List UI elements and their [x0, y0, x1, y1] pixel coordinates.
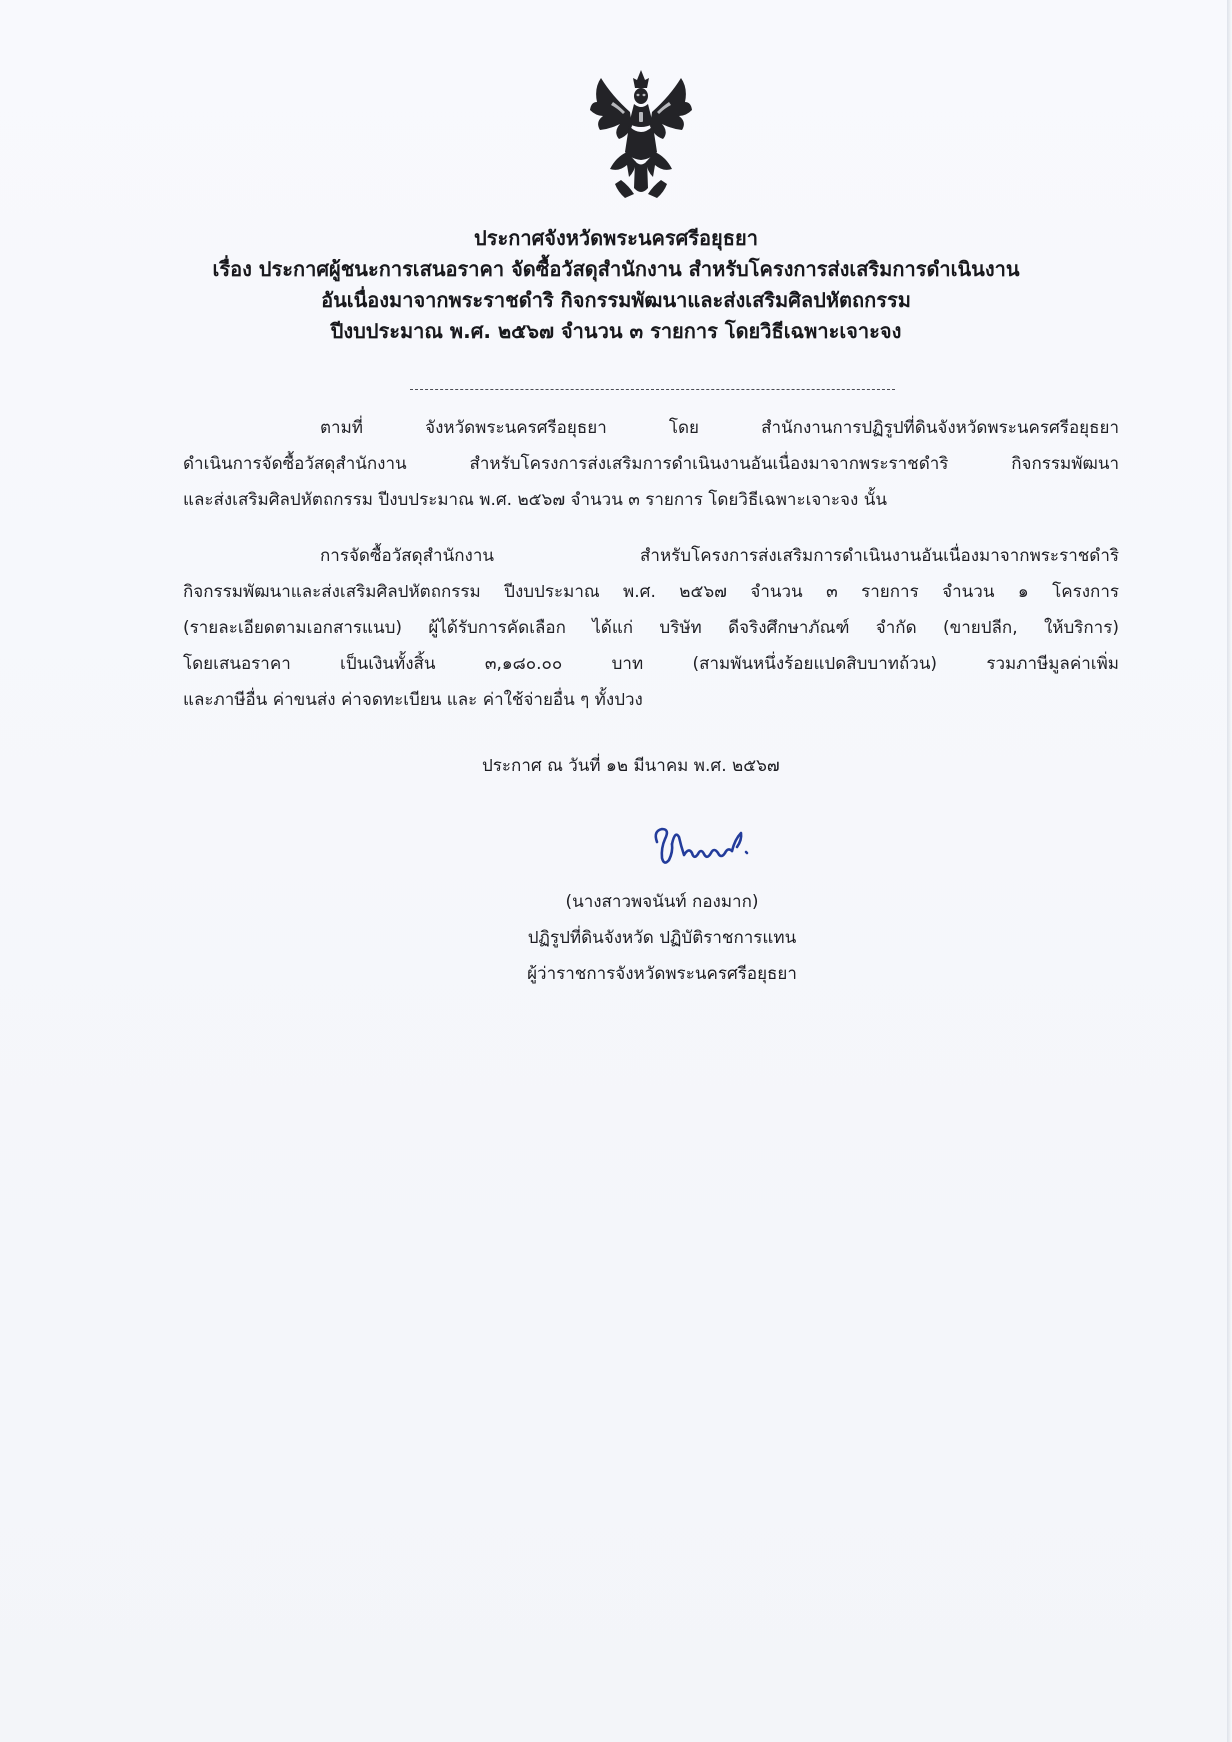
paragraph-line: โดยเสนอราคา เป็นเงินทั้งสิ้น ๓,๑๘๐.๐๐ บาท (สามพันหนึ่งร้อยแปดสิบบาทถ้วน) รวมภาษีมูลค่าเพิ่ม [183, 654, 1119, 674]
heading-subject: เรื่อง ประกาศผู้ชนะการเสนอราคา จัดซื้อวัสดุสำนักงาน สำหรับโครงการส่งเสริมการดำเนินงาน [212, 257, 1020, 281]
paragraph-line: (รายละเอียดตามเอกสารแนบ) ผู้ได้รับการคัดเลือก ได้แก่ บริษัท ดีจริงศึกษาภัณฑ์ จำกัด (ขายปลีก, ให้บริการ) [183, 618, 1119, 638]
announcement-date: ประกาศ ณ วันที่ ๑๒ มีนาคม พ.ศ. ๒๕๖๗ [482, 756, 780, 776]
handwritten-signature [650, 822, 758, 872]
signer-name: (นางสาวพจนันท์ กองมาก) [565, 892, 759, 912]
heading-separator [410, 389, 895, 390]
paragraph-line: ตามที่ จังหวัดพระนครศรีอยุธยา โดย สำนักงานการปฏิรูปที่ดินจังหวัดพระนครศรีอยุธยา [320, 418, 1119, 438]
heading-title: ประกาศจังหวัดพระนครศรีอยุธยา [474, 226, 758, 250]
heading-subject-cont: อันเนื่องมาจากพระราชดำริ กิจกรรมพัฒนาและส่งเสริมศิลปหัตถกรรม [321, 288, 911, 312]
garuda-emblem-icon [585, 68, 697, 202]
paragraph-line: การจัดซื้อวัสดุสำนักงาน สำหรับโครงการส่งเสริมการดำเนินงานอันเนื่องมาจากพระราชดำริ [320, 546, 1119, 566]
paragraph-line: กิจกรรมพัฒนาและส่งเสริมศิลปหัตถกรรม ปีงบประมาณ พ.ศ. ๒๕๖๗ จำนวน ๓ รายการ จำนวน ๑ โครงการ [183, 582, 1119, 602]
announcement-heading [120, 223, 1112, 347]
paragraph-line: ดำเนินการจัดซื้อวัสดุสำนักงาน สำหรับโครงการส่งเสริมการดำเนินงานอันเนื่องมาจากพระราชดำริ กิจกรรมพัฒนา [183, 454, 1119, 474]
signer-authority: ผู้ว่าราชการจังหวัดพระนครศรีอยุธยา [527, 964, 797, 984]
paragraph-background [183, 410, 1119, 518]
paragraph-line: และภาษีอื่น ค่าขนส่ง ค่าจดทะเบียน และ ค่าใช้จ่ายอื่น ๆ ทั้งปวง [183, 690, 643, 710]
page-edge-shadow [1227, 0, 1232, 1742]
paragraph-line: และส่งเสริมศิลปหัตถกรรม ปีงบประมาณ พ.ศ. ๒๕๖๗ จำนวน ๓ รายการ โดยวิธีเฉพาะเจาะจง นั้น [183, 490, 887, 510]
heading-fiscal-year: ปีงบประมาณ พ.ศ. ๒๕๖๗ จำนวน ๓ รายการ โดยวิธีเฉพาะเจาะจง [330, 319, 902, 343]
paragraph-award [183, 538, 1119, 718]
signer-block [482, 884, 842, 992]
signer-position: ปฏิรูปที่ดินจังหวัด ปฏิบัติราชการแทน [527, 928, 797, 948]
